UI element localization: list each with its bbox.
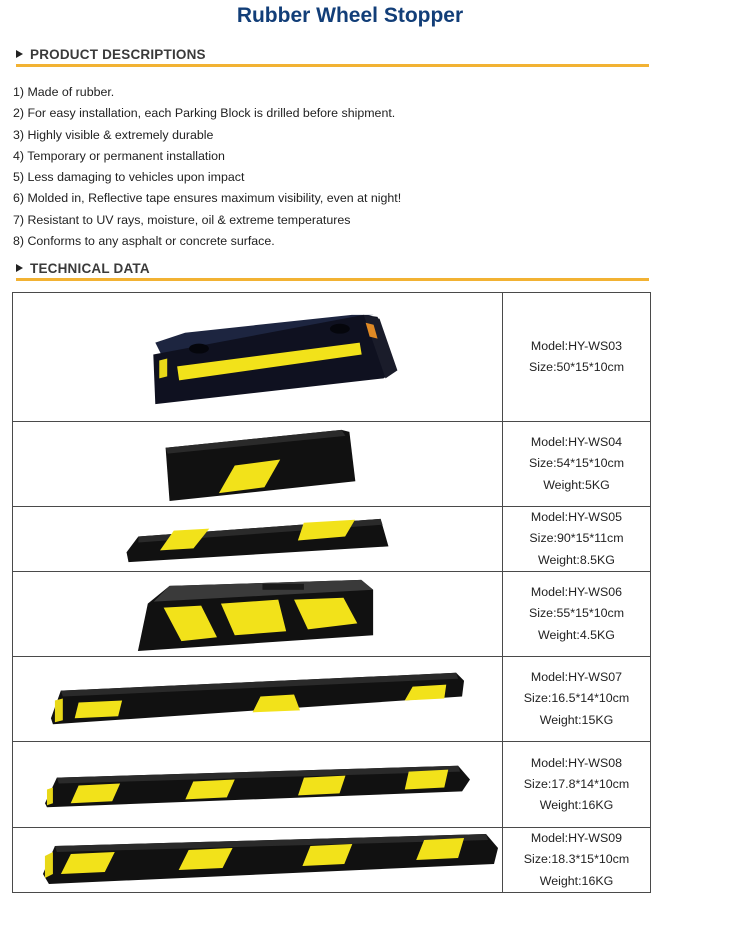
product-info-cell [503,293,650,421]
list-item: 1) Made of rubber. [13,85,115,99]
list-item: 8) Conforms to any asphalt or concrete surface. [13,234,275,249]
table-row [13,742,650,828]
wheel-stopper-ws05-photo [13,507,502,571]
model-label: Model:HY-WS07 [530,670,623,685]
size-label: Size:50*15*10cm [528,360,625,374]
table-row [13,422,650,507]
size-label: Size:18.3*15*10cm [523,852,630,867]
triangle-bullet-icon [16,50,23,58]
product-image-cell [13,828,503,892]
product-info-cell [503,828,650,892]
section-title: PRODUCT DESCRIPTIONS [30,47,206,62]
table-row [13,293,650,422]
wheel-stopper-ws08-photo [13,742,502,827]
section-header-technical-data [16,261,649,281]
product-image-cell [13,572,503,656]
wheel-stopper-ws04-photo [13,422,502,506]
product-image-cell [13,507,503,571]
list-item: 6) Molded in, Reflective tape ensures maximum visibility, even at night! [13,191,402,206]
product-info-cell [503,657,650,741]
section-title: TECHNICAL DATA [30,261,150,276]
size-label: Size:55*15*10cm [528,606,625,621]
table-row [13,828,650,892]
weight-label: Weight:4.5KG [538,627,615,642]
list-item: 5) Less damaging to vehicles upon impact [13,170,245,185]
weight-label: Weight:5KG [543,477,610,492]
triangle-bullet-icon [16,264,23,272]
wheel-stopper-ws03-photo [13,293,502,421]
size-label: Size:54*15*10cm [528,456,625,471]
model-label: Model:HY-WS09 [530,831,623,846]
product-info-cell [503,572,650,656]
model-label: Model:HY-WS05 [530,510,623,525]
wheel-stopper-ws06-photo [13,572,502,656]
page-title: Rubber Wheel Stopper [236,4,464,27]
table-row [13,657,650,742]
table-row [13,507,650,572]
size-label: Size:90*15*11cm [529,531,624,546]
weight-label: Weight:16KG [539,873,614,888]
product-image-cell [13,742,503,827]
product-info-cell [503,742,650,827]
product-image-cell [13,657,503,741]
weight-label: Weight:8.5KG [538,552,615,567]
list-item: 2) For easy installation, each Parking Block is drilled before shipment. [13,106,396,121]
product-info-cell [503,507,650,571]
model-label: Model:HY-WS04 [530,435,623,450]
size-label: Size:16.5*14*10cm [523,691,630,706]
list-item: 7) Resistant to UV rays, moisture, oil & extreme temperatures [13,212,351,227]
product-image-cell [13,293,503,421]
list-item: 3) Highly visible & extremely durable [13,127,214,142]
model-label: Model:HY-WS08 [530,755,623,770]
list-item: 4) Temporary or permanent installation [13,148,225,163]
section-header-product-descriptions [16,47,649,67]
product-image-cell [13,422,503,506]
model-label: Model:HY-WS06 [530,585,623,600]
table-row [13,572,650,657]
technical-data-table [12,292,651,893]
wheel-stopper-ws07-photo [13,657,502,741]
product-info-cell [503,422,650,506]
wheel-stopper-ws09-photo [13,828,502,892]
weight-label: Weight:15KG [539,712,614,727]
size-label: Size:17.8*14*10cm [523,776,630,791]
model-label: Model:HY-WS03 [530,338,623,353]
weight-label: Weight:16KG [539,798,614,813]
product-description-list [13,82,401,252]
